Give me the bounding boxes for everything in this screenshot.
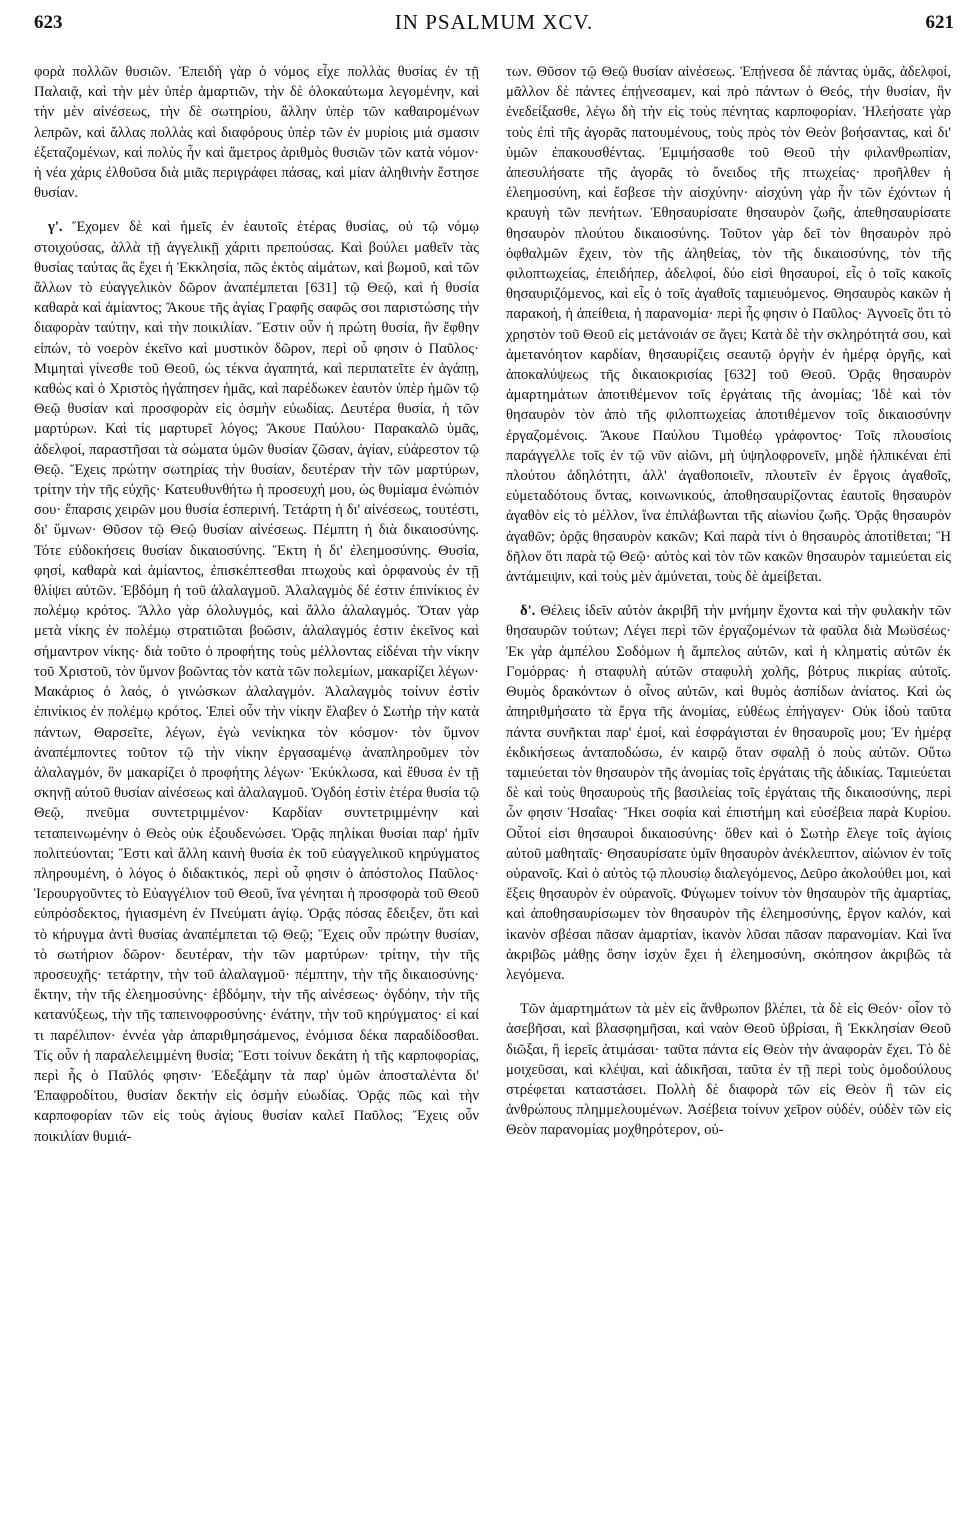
- paragraph: των. Θῦσον τῷ Θεῷ θυσίαν αἰνέσεως. Ἐπῄνεσα δὲ πάντας ὑμᾶς, ἀδελφοί, μᾶλλον δὲ πάντες ἐπῄνεσαμεν, καὶ πρὸ πάντων ὁ Θεός, τὴν θυσίαν, ἣν ἐνεδείξασθε, λέγω δὴ τὴν εἰς τοὺς πένητας καρποφορίαν. Ἠλεήσατε γὰρ τοὺς ἐπὶ τῆς ἀγορᾶς πατουμένους, τοὺς πρὸς τὸν Θεὸν βοήσαντας, καὶ δι' ὑμῶν ἐπακουσθέντας. Ἐμιμήσασθε τοῦ Θεοῦ τὴν φιλανθρωπίαν, ἀπεσυλήσατε τῆς ἀγορᾶς τὸ ὄνειδος τῆς πτωχείας· προῆλθεν ἡ ἐλεημοσύνη, καὶ ἔσβεσε τὴν αἰσχύνην· αἰσχύνη γὰρ ἦν τῶν ἐχόντων ἡ κραυγὴ τῶν πενήτων. Ἐθησαυρίσατε θησαυρὸν ζωῆς, ἀπεθησαυρίσατε θησαυρὸν πλούτου δικαιοσύνης. Τοῦτον γὰρ δεῖ τὸν θησαυρὸν πρὸ ὀφθαλμῶν ἔχειν, τὸν τῆς ἀληθείας, τὸν τῆς δικαιοσύνης, τὸν τῆς φιλοπτωχείας, ἐπειδήπερ, ἀδελφοί, δύο εἰσὶ θησαυροί, εἷς ὁ τοῖς κακοῖς θησαυριζόμενος, καὶ εἷς ὁ τοῖς ἀγαθοῖς ταμιευόμενος. Θησαυρὸς κακῶν ἡ παρακοή, ἡ ἀπείθεια, ἡ παρανομία· περὶ ἧς φησιν ὁ Παῦλος· Ἀγνοεῖς ὅτι τὸ χρηστὸν τοῦ Θεοῦ εἰς μετάνοιάν σε ἄγει; Κατὰ δὲ τὴν σκληρότητά σου, καὶ ἀμετανόητον καρδίαν, θησαυρίζεις σεαυτῷ ὀργὴν ἐν ἡμέρᾳ ὀργῆς, καὶ ἀποκαλύψεως τῆς δικαιοκρισίας [632] τοῦ Θεοῦ. Ὁρᾷς θησαυρὸν ἁμαρτημάτων ἀποτιθέμενον τοῖς ἐργάταις τῆς ἀνομίας; Ἰδὲ καὶ τὸν θησαυρὸν τὸν ἀπὸ τῆς φιλοπτωχείας ἀποτιθέμενον τοῖς δικαιοσύνην ἐργαζομένοις. Ἄκουε Παύλου Τιμοθέῳ γράφοντος· Τοῖς πλουσίοις παράγγελλε τοῖς ἐν τῷ νῦν αἰῶνι, μὴ ὑψηλοφρονεῖν, μηδὲ ἠλπικέναι ἐπὶ πλούτου ἀδηλότητι, ἀλλ' ἀγαθοποιεῖν, πλουτεῖν ἐν ἔργοις ἀγαθοῖς, εὐμεταδότους ὄντας, κοινωνικούς, ἀποθησαυρίζοντας ἑαυτοῖς θησαυρὸν ἀγαθὸν εἰς τὸ μέλλον, ἵνα ἐπιλάβωνται τῆς αἰωνίου ζωῆς. Ὁρᾷς θησαυρὸν ἀγαθῶν; ὁρᾷς θησαυρὸν κακῶν; Καὶ παρὰ τίνι ὁ θησαυρὸς ἀποτίθεται; Ἢ δῆλον ὅτι παρὰ τῷ Θεῷ· αὐτὸς καὶ τὸν τῶν κακῶν θησαυρὸν ταμιεύεται εἰς ἀντάμειψιν, καὶ τοὺς μὲν ἀμύνεται, τοὺς δὲ ἀμείβεται.: [506, 64, 951, 586]
- page-number-left: 623: [34, 12, 63, 33]
- paragraph-text: Ἔχομεν δὲ καὶ ἡμεῖς ἐν ἑαυτοῖς ἑτέρας θυσίας, οὐ τῷ νόμῳ στοιχούσας, ἀλλὰ τῇ ἀγγελικῇ χάριτι πρεπούσας. Καὶ βούλει μαθεῖν τὰς θυσίας ταύτας ἃς ἔχει ἡ Ἐκκλησία, πῶς ἐκτὸς αἱμάτων, καὶ βωμοῦ, καὶ τῶν ἄλλων τὸ εὐαγγελικὸν δῶρον ἀναπέμπεται [631] τῷ Θεῷ, καὶ ἡ θυσία καθαρὰ καὶ ἀμίαντος; Ἄκουε τῆς ἁγίας Γραφῆς σαφῶς σοι παριστώσης τὴν διαφορὰν ταύτην, καὶ τὴν ποικιλίαν. Ἔστιν οὖν ἡ πρώτη θυσία, ἣν ἔφθην εἰπών, τὸ νοερὸν ἐκεῖνο καὶ μυστικὸν δῶρον, περὶ οὗ φησιν ὁ Παῦλος· Μιμηταὶ γίνεσθε τοῦ Θεοῦ, ὡς τέκνα ἀγαπητά, καὶ περιπατεῖτε ἐν ἀγάπῃ, καθὼς καὶ ὁ Χριστὸς ἠγάπησεν ἡμᾶς, καὶ παρέδωκεν ἑαυτὸν ὑπὲρ ἡμῶν τῷ Θεῷ θυσίαν καὶ προσφορὰν εἰς ὀσμὴν εὐωδίας. Δευτέρα θυσία, ἡ τῶν μαρτύρων. Καὶ τίς μαρτυρεῖ λόγος; Ἄκουε Παύλου· Παρακαλῶ ὑμᾶς, ἀδελφοί, παραστῆσαι τὰ σώματα ὑμῶν θυσίαν ζῶσαν, ἁγίαν, εὐάρεστον τῷ Θεῷ. Ἔχεις πρώτην σωτηρίας τὴν θυσίαν, δευτέραν τὴν τῶν μαρτύρων, τρίτην τὴν τῆς εὐχῆς· Κατευθυνθήτω ἡ προσευχή μου, ὡς θυμίαμα ἐνώπιόν σου· ἔπαρσις χειρῶν μου θυσία ἑσπερινή. Τετάρτη ἡ δι' αἰνέσεως, τουτέστι, δι' ὕμνων· Θῦσον τῷ Θεῷ θυσίαν αἰνέσεως. Πέμπτη ἡ διὰ δικαιοσύνης. Τότε εὐδοκήσεις θυσίαν δικαιοσύνης. Ἕκτη ἡ δι' ἐλεημοσύνης. Θυσία, φησί, καθαρὰ καὶ ἀμίαντος, ἐπισκέπτεσθαι πτωχοὺς καὶ ὀρφανοὺς ἐν τῇ θλίψει αὐτῶν. Ἑβδόμη ἡ τοῦ ἀλαλαγμοῦ. Ἀλαλαγμὸς δέ ἐστιν ἐπινίκιος ἐν πολέμῳ κρότος. Ἄλλο γὰρ ὀλολυγμός, καὶ ἄλλο ἀλαλαγμός. Ὅταν γὰρ μετὰ νίκης ἐν πολέμῳ στρατιῶται βοῶσιν, ἀλαλαγμός ἐστιν ἐκεῖνος καὶ σήμαντρον νίκης· διὰ τοῦτο ὁ προφήτης τοὺς μέλλοντας εἰδέναι τὴν νίκην τοῦ Χριστοῦ, τὸν ὕμνον βοῶντας τὸν κατὰ τῶν πολεμίων, μακαρίζει λέγων· Μακάριος ὁ λαός, ὁ γινώσκων ἀλαλαγμόν. Ἀλαλαγμὸς τοίνυν ἐστὶν ἐπινίκιος ἐν πολέμῳ κρότος. Ἐπεὶ οὖν τὴν νίκην ἔλαβεν ὁ Σωτὴρ τὴν κατὰ πάντων, Θαρσεῖτε, λέγων, ἐγὼ νενίκηκα τὸν κόσμον· τὸν ὕμνον ἀναπέμποντες τοῦτον τῷ τὴν νίκην ἐργασαμένῳ ἀναπληροῦμεν τὸν ἀλαλαγμόν, ὃν μακαρίζει ὁ προφήτης λέγων· Ἐκύκλωσα, καὶ ἔθυσα ἐν τῇ σκηνῇ αὐτοῦ θυσίαν αἰνέσεως καὶ ἀλαλαγμοῦ. Ὀγδόη ἐστὶν ἑτέρα θυσία τῷ Θεῷ, πνεῦμα συντετριμμένον· Καρδίαν συντετριμμένην καὶ τεταπεινωμένην ὁ Θεὸς οὐκ ἐξουδενώσει. Ὁρᾷς πηλίκαι θυσίαι παρ' ἡμῖν πολιτεύονται; Ἔστι καὶ ἄλλη καινὴ θυσία ἐκ τοῦ εὐαγγελικοῦ κηρύγματος πληρουμένη, ὁ λόγος ὁ διδακτικός, περὶ οὗ φησιν ὁ ἀπόστολος Παῦλος· Ἱερουργοῦντες τὸ Εὐαγγέλιον τοῦ Θεοῦ, ἵνα γένηται ἡ προσφορὰ τοῦ Θεοῦ εὐπρόσδεκτος, ἡγιασμένη ἐν Πνεύματι ἁγίῳ. Ὁρᾷς πόσας ἔδειξεν, ὅτι καὶ τὸ κήρυγμα ἀντὶ θυσίας ἀναπέμπεται τῷ Θεῷ; Ἔχεις οὖν πρώτην θυσίαν, τὸ σωτήριον δῶρον· δευτέραν, τὴν τῶν μαρτύρων· τρίτην, τὴν τῆς προσευχῆς· τετάρτην, τὴν τοῦ ἀλαλαγμοῦ· πέμπτην, τὴν τῆς δικαιοσύνης· ἕκτην, τὴν τῆς ἐλεημοσύνης· ἑβδόμην, τὴν τῆς αἰνέσεως· ὀγδόην, τὴν τῆς κατανύξεως, τὴν τῆς ταπεινοφροσύνης· ἐνάτην, τὴν τοῦ κηρύγματος· εἰ καί τι παρέλιπον· ἐννέα γὰρ ἀπαριθμησάμενος, ἐνόμισα δέκα παραδίδοσθαι. Τίς οὖν ἡ παραλελειμμένη θυσία; Ἔστι τοίνυν δεκάτη ἡ τῆς καρποφορίας, περὶ ἧς ὁ Παῦλός φησιν· Ἐδεξάμην τὰ παρ' ὑμῶν ἀποσταλέντα δι' Ἐπαφροδίτου, θυσίαν δεκτὴν εἰς ὀσμὴν εὐωδίας. Ὁρᾷς πῶς καὶ τὴν καρποφορίαν τῶν εἰς τοὺς ἁγίους θυσίαν καλεῖ Παῦλος; Ἔχεις οὖν ποικιλίαν θυμιά-: [34, 219, 479, 1145]
- left-column: [34, 62, 479, 1532]
- paragraph: [506, 601, 951, 985]
- paragraph: φορὰ πολλῶν θυσιῶν. Ἐπειδὴ γὰρ ὁ νόμος εἶχε πολλὰς θυσίας ἐν τῇ Παλαιᾷ, καὶ τὴν μὲν ὑπὲρ ἁμαρτιῶν, τὴν δὲ ὁλοκαύτωμα λεγομένην, καὶ τὴν μὲν αἰνέσεως, τὴν δὲ σωτηρίου, ἄλλην ὑπὲρ τῶν καθαιρομένων λεπρῶν, καὶ ἄλλας πολλὰς καὶ διαφόρους ὑπὲρ τῶν ἐν μυρίοις μιά σμασιν ἐξεταζομένων, καὶ πολὺς ἦν καὶ ἄμετρος ἀριθμὸς θυσιῶν τῶν κατὰ νόμον· ἡ νέα χάρις ἐλθοῦσα διὰ μιᾶς περιγράφει πάσας, καὶ μίαν ἀληθινὴν ἔστησε θυσίαν.: [34, 64, 479, 202]
- running-title: IN PSALMUM XCV.: [394, 10, 594, 34]
- paragraph-text: Θέλεις ἰδεῖν αὐτὸν ἀκριβῆ τὴν μνήμην ἔχοντα καὶ τὴν φυλακὴν τῶν θησαυρῶν τούτων; Λέγει περὶ τῶν ἐργαζομένων τὰ φαῦλα διὰ Μωϋσέως· Ἐκ γὰρ ἀμπέλου Σοδόμων ἡ ἄμπελος αὐτῶν, καὶ ἡ κληματὶς αὐτῶν ἐκ Γομόρρας· ἡ σταφυλὴ αὐτῶν σταφυλὴ χολῆς, βότρυς πικρίας αὐτοῖς. Θυμὸς δρακόντων ὁ οἶνος αὐτῶν, καὶ θυμὸς ἀσπίδων ἀνίατος. Καὶ ὡς ἀπηριθμήσατο τὰ ἔργα τῆς ἀνομίας, εὐθέως ἐπήγαγεν· Οὐκ ἰδοὺ ταῦτα πάντα συνῆκται παρ' ἐμοί, καὶ ἐσφράγισται ἐν θησαυροῖς μου; Ἐν ἡμέρᾳ ἐκδικήσεως ἀνταποδώσω, ἐν καιρῷ ὅταν σφαλῇ ὁ ποὺς αὐτῶν. Οὕτω ταμιεύεται τὸν θησαυρὸν τῆς ἀνομίας τοῖς ἐργάταις τῆς ἀδικίας. Ταμιεύεται δὲ καὶ τοὺς θησαυροὺς τῆς βασιλείας τοῖς ἐργάταις τῆς δικαιοσύνης, περὶ ὧν φησιν Ἡσαΐας· Ἥκει σοφία καὶ ἐπιστήμη καὶ εὐσέβεια παρὰ Κυρίου. Οὗτοί εἰσι θησαυροὶ δικαιοσύνης· ὅθεν καὶ ὁ Σωτὴρ ἔλεγε τοῖς ἁγίοις αὐτοῦ μαθηταῖς· Θησαυρίσατε ὑμῖν θησαυρὸν ἀνέκλειπτον, αἰώνιον ἐν τοῖς οὐρανοῖς. Καὶ ὁ αὐτὸς τῷ πλουσίῳ διαλεγόμενος, Δεῦρο ἀκολούθει μοι, καὶ ἕξεις θησαυρὸν ἐν οὐρανοῖς. Φύγωμεν τοίνυν τὸν θησαυρὸν τῆς ἁμαρτίας, καὶ ἀποθησαυρίσωμεν τὸν θησαυρὸν τῆς ἐλεημοσύνης, ἔργον καλόν, καὶ ἱκανὸν σβέσαι πᾶσαν ἁμαρτίαν, ἱκανὸν λῦσαι πᾶσαν παρανομίαν. Καὶ ἵνα ἀκριβῶς μάθῃς ὅσην ἰσχὺν ἔχει ἡ ἐλεημοσύνη, σκόπησον ἀκριβῶς τὰ λεγόμενα.: [506, 603, 951, 983]
- paragraph: [34, 217, 479, 1146]
- right-column: [506, 62, 951, 1532]
- page-number-right: 621: [925, 12, 954, 33]
- section-number: δ'.: [520, 603, 536, 620]
- section-number: γ'.: [48, 219, 63, 236]
- page-header: [34, 6, 954, 46]
- paragraph: Τῶν ἁμαρτημάτων τὰ μὲν εἰς ἄνθρωπον βλέπει, τὰ δὲ εἰς Θεόν· οἷον τὸ ἀσεβῆσαι, καὶ βλασφημῆσαι, καὶ ναὸν Θεοῦ ὑβρίσαι, ἢ Ἐκκλησίαν Θεοῦ διῶξαι, ἢ ἱερεῖς ἀτιμάσαι· ταῦτα πάντα εἰς Θεὸν τὴν ἀναφορὰν ἔχει. Τὸ δὲ μοιχεῦσαι, καὶ κλέψαι, καὶ ἀδικῆσαι, ταῦτα ἐν τῇ περὶ τοὺς ὁμοδούλους στρέφεται καταστάσει. Πολλὴ δὲ διαφορὰ τῶν εἰς Θεὸν ἢ τῶν εἰς ἀνθρώπους πλημμελουμένων. Ἀσέβεια τοίνυν χεῖρον οὐδέν, οὐδὲν τῶν εἰς Θεὸν παρανομίας μοχθηρότερον, οὐ-: [506, 1001, 951, 1139]
